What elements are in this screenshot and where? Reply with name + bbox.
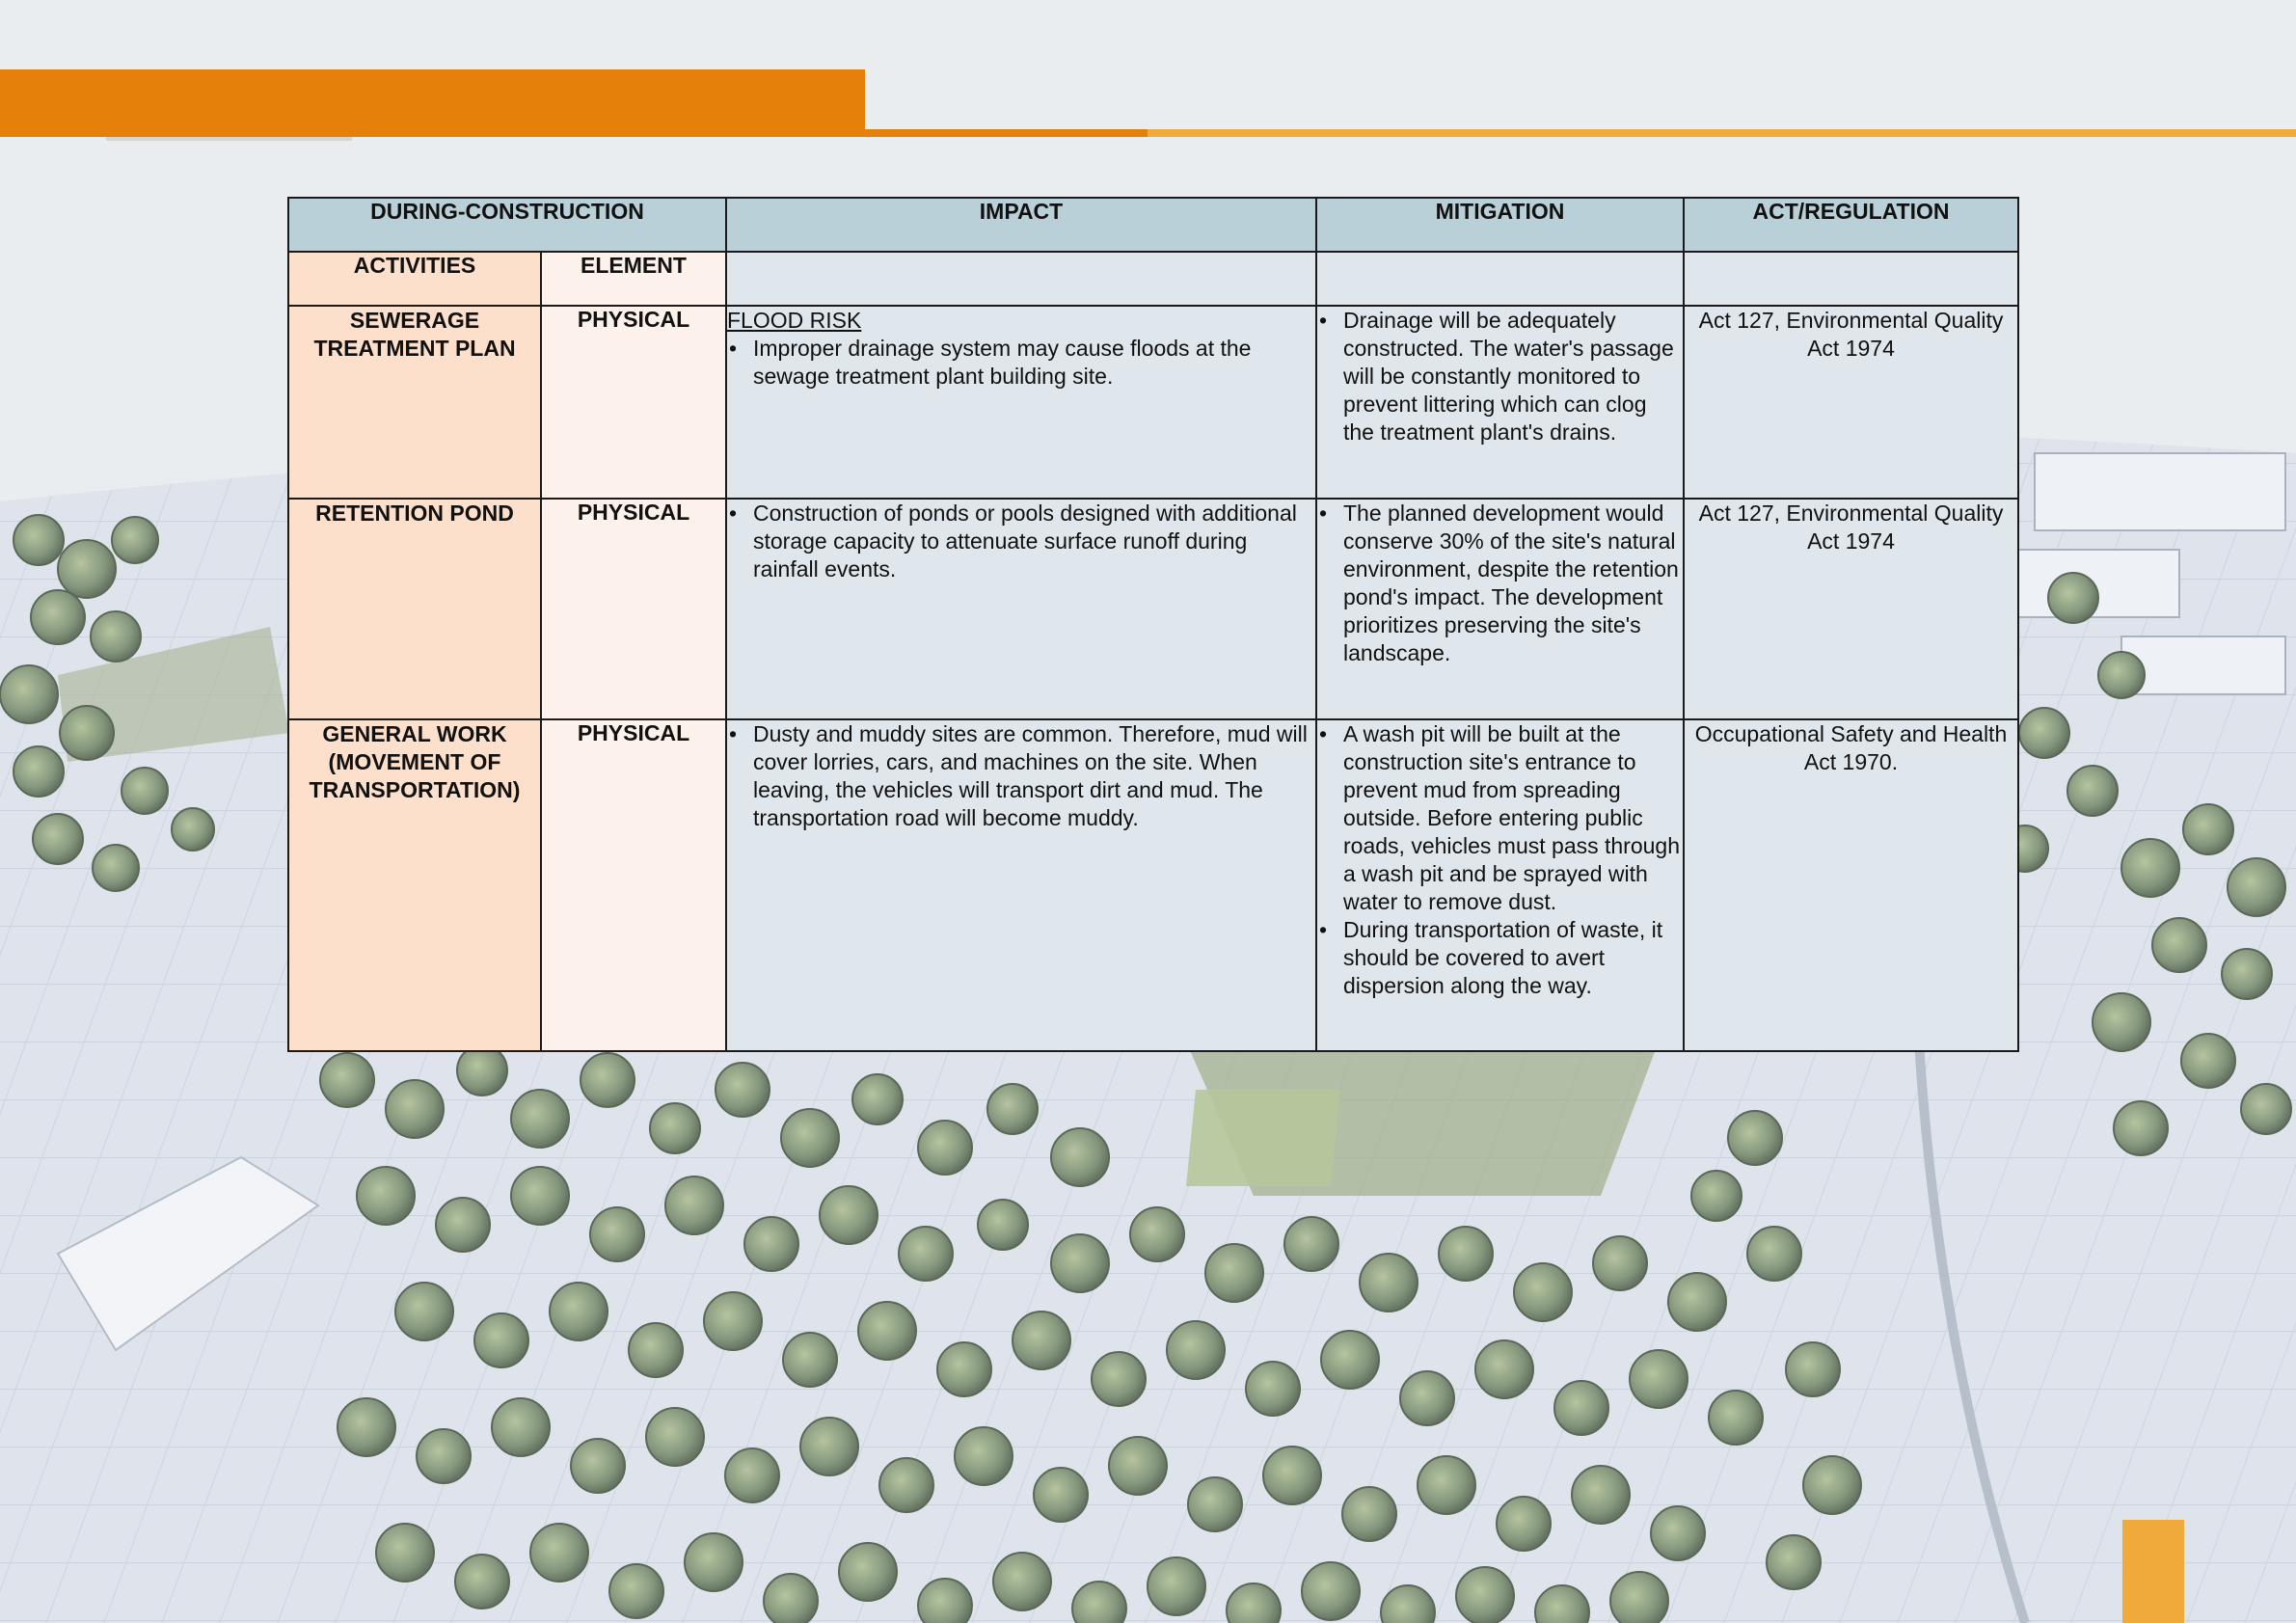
mitigation-bullet: • The planned development would conserve 30% of the site's natural environment, despite the retention pond's impact. The development prioritizes preserving the site's landscape. [1317,500,1683,667]
header-accent-line [865,129,1148,137]
impact-bullet: • Construction of ponds or pools designed with additional storage capacity to attenuate surface runoff during rainfall events. [727,500,1315,583]
regulation-cell: Occupational Safety and Health Act 1970. [1684,719,2018,1051]
impact-cell [726,306,1316,499]
mitigation-list [1317,720,1683,1000]
page-corner-accent [2122,1520,2184,1623]
mitigation-bullet: • A wash pit will be built at the construction site's entrance to prevent mud from spreading outside. Before entering public roads, vehicles must pass through a wash pit and be sprayed with water to remove dust. [1317,720,1683,916]
mitigation-cell [1316,499,1684,719]
element-cell: PHYSICAL [541,719,726,1051]
subheader-activities: ACTIVITIES [288,252,541,306]
mitigation-bullet: • During transportation of waste, it should be covered to avert dispersion along the way. [1317,916,1683,1000]
regulation-cell: Act 127, Environmental Quality Act 1974 [1684,499,2018,719]
impact-cell [726,499,1316,719]
subheader-blank [1316,252,1684,306]
header-during-construction: DURING-CONSTRUCTION [288,198,726,252]
element-cell: PHYSICAL [541,499,726,719]
mitigation-cell [1316,306,1684,499]
table-row [288,719,2018,1051]
activity-cell: GENERAL WORK (MOVEMENT OF TRANSPORTATION) [288,719,541,1051]
header-mitigation: MITIGATION [1316,198,1684,252]
impact-heading: FLOOD RISK [727,308,862,333]
impact-bullet: • Improper drainage system may cause floods at the sewage treatment plant building site. [727,335,1315,391]
table-header-row [288,198,2018,252]
impact-list [727,500,1315,583]
mitigation-cell [1316,719,1684,1051]
header-impact: IMPACT [726,198,1316,252]
mitigation-list [1317,307,1683,446]
activity-cell: RETENTION POND [288,499,541,719]
impact-mitigation-table [287,197,2019,1052]
mitigation-bullet: • Drainage will be adequately constructed. The water's passage will be constantly monitored to prevent littering which can clog the treatment plant's drains. [1317,307,1683,446]
subheader-blank [726,252,1316,306]
table-row [288,499,2018,719]
header-act-regulation: ACT/REGULATION [1684,198,2018,252]
table-row [288,306,2018,499]
header-orange-bar [0,69,865,137]
impact-cell [726,719,1316,1051]
regulation-cell: Act 127, Environmental Quality Act 1974 [1684,306,2018,499]
impact-list [727,335,1315,391]
mitigation-list [1317,500,1683,667]
header-accent-line-light [1148,129,2296,137]
header-shadow-line [106,137,352,141]
activity-cell: SEWERAGE TREATMENT PLAN [288,306,541,499]
element-cell: PHYSICAL [541,306,726,499]
subheader-blank [1684,252,2018,306]
impact-bullet: • Dusty and muddy sites are common. Therefore, mud will cover lorries, cars, and machines on the site. When leaving, the vehicles will transport dirt and mud. The transportation road will become muddy. [727,720,1315,832]
table-subheader-row [288,252,2018,306]
subheader-element: ELEMENT [541,252,726,306]
impact-list [727,720,1315,832]
